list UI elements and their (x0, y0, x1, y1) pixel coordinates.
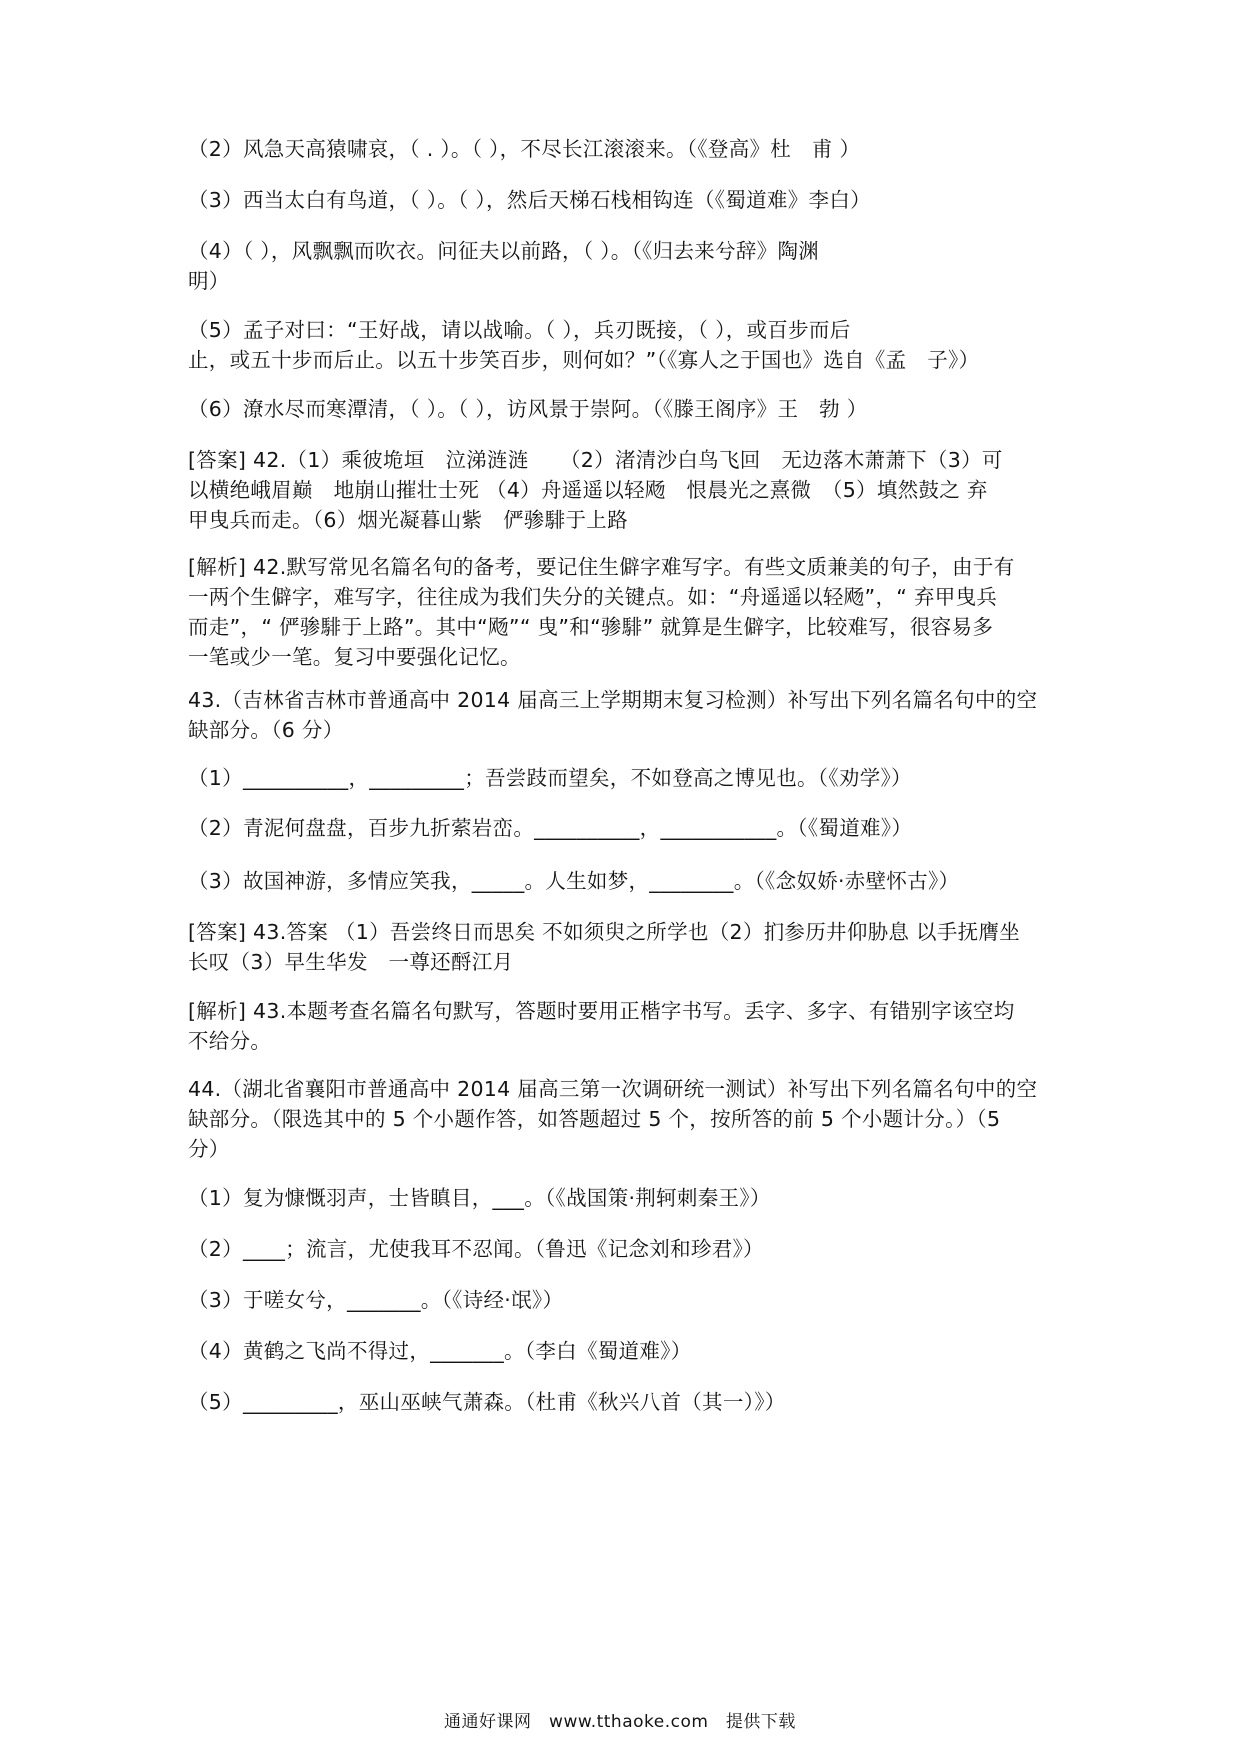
q43-item-3: （3）故国神游，多情应笑我，_____。人生如梦，________。（《念奴娇·赤壁怀古》） (188, 869, 960, 893)
q42-item-2: （2）风急天高猿啸哀，（ . ）。（ ），不尽长江滚滚来。（《登高》杜 甫 ） (188, 137, 861, 161)
q44-question: 44.（湖北省襄阳市普通高中 2014 届高三第一次调研统一测试）补写出下列名篇名句中的空 缺部分。（限选其中的 5 个小题作答，如答题超过 5 个，按所答的前 5 个小题计分。）（5 分） (188, 1077, 1038, 1161)
q42-analysis: [解析] 42.默写常见名篇名句的备考，要记住生僻字难写字。有些文质兼美的句子，由于有 一两个生僻字，难写字，往往成为我们失分的关键点。如：“舟遥遥以轻飏”，“ 弃甲曳兵 而走”，“ 俨骖騑于上路”。其中“飏”“ 曳”和“骖騑” 就算是生僻字，比较难写，很容易多 一笔或少一笔。复习中要强化记忆。 (188, 555, 1015, 669)
q44-item-3: （3）于嗟女兮，_______。（《诗经·氓》） (188, 1288, 564, 1312)
q43-analysis: [解析] 43.本题考查名篇名句默写，答题时要用正楷字书写。丢字、多字、有错别字该空均 不给分。 (188, 999, 1015, 1053)
q44-item-4: （4）黄鹤之飞尚不得过，_______。（李白《蜀道难》） (188, 1339, 692, 1363)
q43-question: 43.（吉林省吉林市普通高中 2014 届高三上学期期末复习检测）补写出下列名篇名句中的空 缺部分。（6 分） (188, 688, 1038, 742)
q42-item-4: （4）（ ），风飘飘而吹衣。问征夫以前路，（ ）。（《归去来兮辞》陶渊 明） (188, 239, 820, 293)
q42-answer: [答案] 42.（1）乘彼垝垣 泣涕涟涟 （2）渚清沙白鸟飞回 无边落木萧萧下（3）可 以横绝峨眉巅 地崩山摧壮士死 （4）舟遥遥以轻飏 恨晨光之熹微 （5）填然鼓之 弃 甲曳兵而走。（6）烟光凝暮山紫 俨骖騑于上路 (188, 448, 1003, 532)
q43-item-1: （1）__________，_________；吾尝跂而望矣，不如登高之博见也。（《劝学》） (188, 766, 912, 790)
q44-item-2: （2）____；流言，尤使我耳不忍闻。（鲁迅《记念刘和珍君》） (188, 1237, 764, 1261)
q42-item-3: （3）西当太白有鸟道，（ ）。（ ），然后天梯石栈相钩连（《蜀道难》李白） (188, 188, 871, 212)
q44-item-1: （1）复为慷慨羽声，士皆瞋目，___。（《战国策·荆轲刺秦王》） (188, 1186, 771, 1210)
q43-answer: [答案] 43.答案 （1）吾尝终日而思矣 不如须臾之所学也（2）扪参历井仰胁息 以手抚膺坐 长叹（3）早生华发 一尊还酹江月 (188, 920, 1021, 974)
q43-item-2: （2）青泥何盘盘，百步九折萦岩峦。__________，___________。（《蜀道难》） (188, 816, 913, 840)
page-footer: 通通好课网 www.tthaoke.com 提供下载 (444, 1712, 796, 1732)
q42-item-5: （5）孟子对曰：“王好战，请以战喻。（ ），兵刃既接，（ ），或百步而后 止，或五十步而后止。以五十步笑百步，则何如？”（《寡人之于国也》选自《孟 子》） (188, 318, 980, 372)
q44-item-5: （5）_________，巫山巫峡气萧森。（杜甫《秋兴八首（其一）》） (188, 1390, 786, 1414)
q42-item-6: （6）潦水尽而寒潭清，（ ）。（ ），访风景于崇阿。（《滕王阁序》王 勃 ） (188, 397, 868, 421)
